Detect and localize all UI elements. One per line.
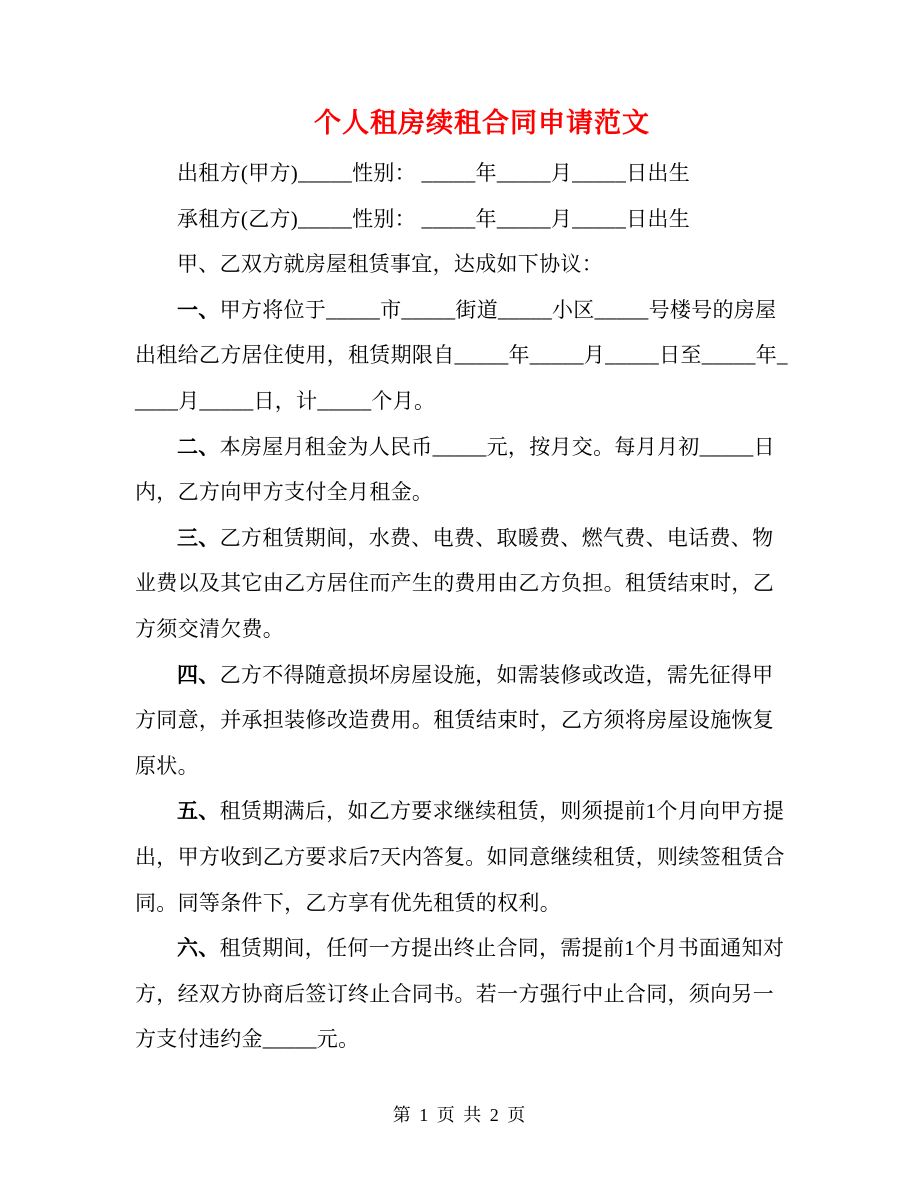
text-line-clause-1 [135, 288, 795, 334]
text-line [135, 881, 795, 927]
line-text: 租赁期间，任何一方提出终止合同，需提前1个月书面通知对 [219, 936, 785, 961]
text-line [135, 1017, 795, 1063]
line-text: 乙方租赁期间，水费、电费、取暖费、燃气费、电话费、物 [219, 525, 774, 550]
text-line [135, 561, 795, 607]
text-line-lessor [135, 151, 795, 197]
line-text: 方须交清欠费。 [135, 616, 285, 641]
clause-number: 三、 [177, 525, 220, 550]
clause-number: 二、 [177, 434, 220, 459]
clause-number: 一、 [177, 297, 220, 322]
line-text: 甲方将位于_____市_____街道_____小区_____号楼号的房屋 [219, 297, 777, 322]
line-text: 甲、乙双方就房屋租赁事宜，达成如下协议： [177, 252, 603, 277]
text-line [135, 470, 795, 516]
document-title: 个人租房续租合同申请范文 [314, 108, 650, 138]
text-line-clause-2 [135, 425, 795, 471]
line-text: 乙方不得随意损坏房屋设施，如需装修或改造，需先征得甲 [219, 662, 774, 687]
text-line [135, 379, 795, 425]
line-text: 承租方(乙方)_____性别： _____年_____月_____日出生 [177, 206, 691, 231]
line-text: 业费以及其它由乙方居住而产生的费用由乙方负担。租赁结束时，乙 [135, 571, 774, 596]
line-text: 出，甲方收到乙方要求后7天内答复。如同意继续租赁，则续签租赁合 [135, 844, 785, 869]
line-text: 方支付违约金_____元。 [135, 1027, 360, 1052]
line-text: 出租方(甲方)_____性别： _____年_____月_____日出生 [177, 161, 691, 185]
text-line [135, 744, 795, 790]
text-line [135, 333, 795, 379]
text-line-preamble [135, 242, 795, 288]
contract-body [135, 151, 795, 1063]
line-text: 方同意，并承担装修改造费用。租赁结束时，乙方须将房屋设施恢复 [135, 708, 774, 733]
line-text: 出租给乙方居住使用，租赁期限自_____年_____月_____日至_____年_ [135, 343, 788, 368]
text-line-clause-5 [135, 789, 795, 835]
clause-number: 五、 [177, 799, 220, 824]
text-line-clause-4 [135, 653, 795, 699]
text-line [135, 835, 795, 881]
text-line [135, 972, 795, 1018]
text-line-clause-6 [135, 926, 795, 972]
line-text: ____月_____日，计_____个月。 [135, 388, 436, 413]
clause-number: 六、 [177, 936, 220, 961]
text-line [135, 698, 795, 744]
line-text: 原状。 [135, 753, 199, 778]
line-text: 本房屋月租金为人民币_____元，按月交。每月月初_____日 [219, 434, 775, 459]
clause-number: 四、 [177, 662, 220, 687]
text-line-lessee [135, 197, 795, 243]
line-text: 内，乙方向甲方支付全月租金。 [135, 480, 434, 505]
text-line-clause-3 [135, 516, 795, 562]
line-text: 同。同等条件下，乙方享有优先租赁的权利。 [135, 890, 561, 915]
line-text: 租赁期满后，如乙方要求继续租赁，则须提前1个月向甲方提 [219, 799, 785, 824]
line-text: 方，经双方协商后签订终止合同书。若一方强行中止合同，须向另一 [135, 981, 774, 1006]
text-line [135, 607, 795, 653]
page-number: 第 1 页 共 2 页 [392, 1105, 528, 1125]
